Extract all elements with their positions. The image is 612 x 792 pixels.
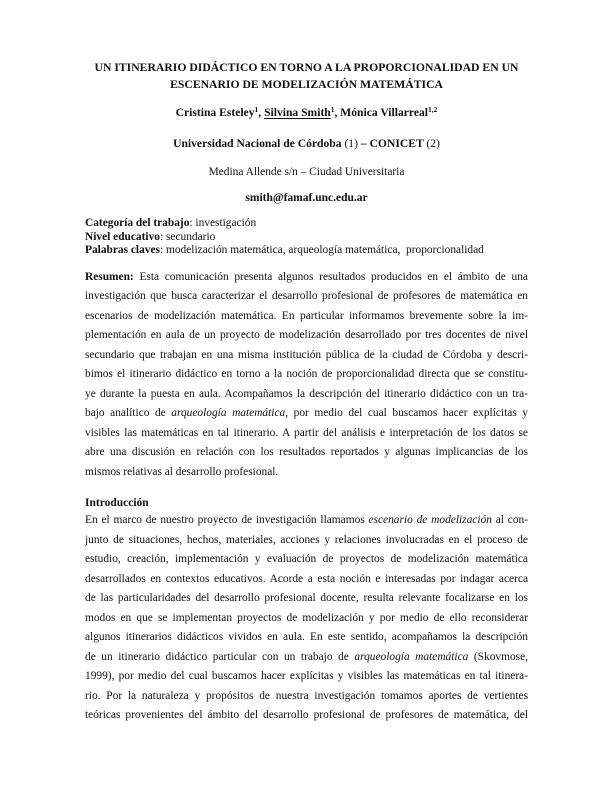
paragraph-line	[85, 511, 528, 531]
paragraph-text: de un itinerario didáctico particular con un trabajo de	[85, 650, 355, 663]
paragraph-line: escenarios de modelización matemática. En particular informamos brevemente sobre la im-	[85, 309, 528, 322]
metadata-separator: :	[189, 217, 196, 229]
email-address: smith@famaf.unc.edu.ar	[245, 192, 368, 204]
paragraph-line: 1999), por medio del cual buscamos hacer explícitas y visibles las matemáticas en tal itinera-	[85, 670, 528, 682]
abstract-label: Resumen:	[85, 270, 134, 283]
affiliation-text: – CONICET	[357, 137, 427, 150]
paragraph-line	[85, 648, 528, 668]
affiliation-text: Universidad Nacional de Córdoba	[173, 137, 345, 150]
section-heading-introduction: Introducción	[85, 497, 149, 509]
paragraph-line: estudio, creación, implementación y evaluación de proyectos de modelización matemática	[85, 553, 528, 565]
paragraph-text: al con-	[491, 514, 528, 526]
metadata-label: Categoría del trabajo	[85, 217, 190, 229]
metadata-label: Nivel educativo	[85, 230, 160, 243]
introduction-paragraph	[85, 511, 528, 726]
author-affiliation-superscript: 1	[254, 104, 259, 114]
paragraph-line	[85, 268, 528, 288]
metadata-block	[85, 217, 528, 258]
paragraph-line: junto de situaciones, hechos, materiales, acciones y relaciones involucradas en el proceso de	[85, 533, 528, 546]
paragraph-line: plementación en aula de un proyecto de modelización desarrollado por tres docentes de nivel	[85, 329, 528, 341]
paragraph-text: bajo analítico de	[85, 407, 172, 419]
paragraph-line: secundario que trabajan en una misma institución pública de la ciudad de Córdoba y descri-	[85, 348, 528, 361]
paragraph-line: algunos itinerarios didácticos vividos en aula. En este sentido, acompañamos la descripción	[85, 631, 528, 643]
paragraph-line	[85, 404, 528, 424]
affiliation-line	[85, 136, 528, 151]
paragraph-text: Esta comunicación presenta algunos resultados producidos en el ámbito de una	[133, 270, 528, 283]
metadata-value: secundario	[166, 230, 216, 243]
metadata-label: Palabras claves	[85, 244, 160, 256]
paragraph-line: visibles las matemáticas en tal itinerario. A partir del análisis e interpretación de los datos se	[85, 426, 528, 439]
author-affiliation-superscript: 1	[330, 104, 335, 114]
author-name: Cristina Esteley	[175, 106, 255, 119]
metadata-value: modelización matemática, arqueología matemática, proporcionalidad	[166, 244, 484, 256]
metadata-row-level	[85, 231, 528, 245]
paragraph-text: En el marco de nuestro proyecto de investigación llamamos	[85, 514, 369, 526]
author-name: Silvina Smith	[264, 106, 331, 119]
paper-title-line-2: ESCENARIO DE MODELIZACIÓN MATEMÁTICA	[170, 78, 443, 91]
affiliation-number: (1)	[344, 137, 358, 150]
paragraph-line: teóricas provenientes del ámbito del desarrollo profesional de profesores de matemática, del	[85, 709, 528, 721]
italic-term: arqueología matemática	[354, 650, 469, 663]
affiliation-number: (2)	[426, 137, 440, 150]
paragraph-line: abre una discusión en relación con los resultados reportados y algunas implicancias de los	[85, 446, 528, 458]
paragraph-line: rio. Por la naturaleza y propósitos de nuestra investigación tomamos aportes de vertientes	[85, 689, 528, 702]
paragraph-line: bimos el itinerario didáctico en torno a la noción de proporcionalidad directa que se constitu-	[85, 368, 528, 380]
paragraph-line: desarrollados en contextos educativos. Acorde a esta noción e interesadas por indagar acerca	[85, 572, 528, 585]
metadata-separator: :	[159, 244, 166, 256]
paragraph-line: mismos relativas al desarrollo profesional.	[85, 465, 279, 478]
metadata-separator: :	[159, 230, 166, 243]
paragraph-line: ye durante la puesta en aula. Acompañamos la descripción del itinerario didáctico con un tra-	[85, 387, 528, 400]
metadata-row-category	[85, 217, 528, 231]
author-name: Mónica Villarreal	[340, 106, 428, 119]
italic-term: escenario de modelización	[368, 514, 492, 526]
paragraph-text: (Skovmose,	[468, 650, 528, 663]
authors-line	[85, 105, 528, 121]
paragraph-line: modos en que se implementan proyectos de modelización y por medio de ello reconsiderar	[85, 611, 528, 624]
paragraph-line: de las particularidades del desarrollo profesional docente, resulta relevante focalizarse en los	[85, 592, 528, 604]
paragraph-line: investigación que busca caracterizar el desarrollo profesional de profesores de matemática en	[85, 290, 528, 302]
italic-term: arqueología matemática	[171, 407, 286, 419]
paragraph-text: , por medio del cual buscamos hacer explícitas y	[285, 407, 528, 419]
metadata-row-keywords	[85, 244, 528, 258]
metadata-value: investigación	[195, 217, 257, 229]
paper-title-line-1: UN ITINERARIO DIDÁCTICO EN TORNO A LA PROPORCIONALIDAD EN UN	[94, 61, 519, 74]
author-affiliation-superscript: 1,2	[428, 104, 438, 114]
author-separator: ,	[258, 106, 265, 119]
address-line: Medina Allende s/n – Ciudad Universitaria	[208, 166, 405, 178]
author-separator: ,	[334, 106, 341, 119]
abstract-paragraph	[85, 268, 528, 483]
